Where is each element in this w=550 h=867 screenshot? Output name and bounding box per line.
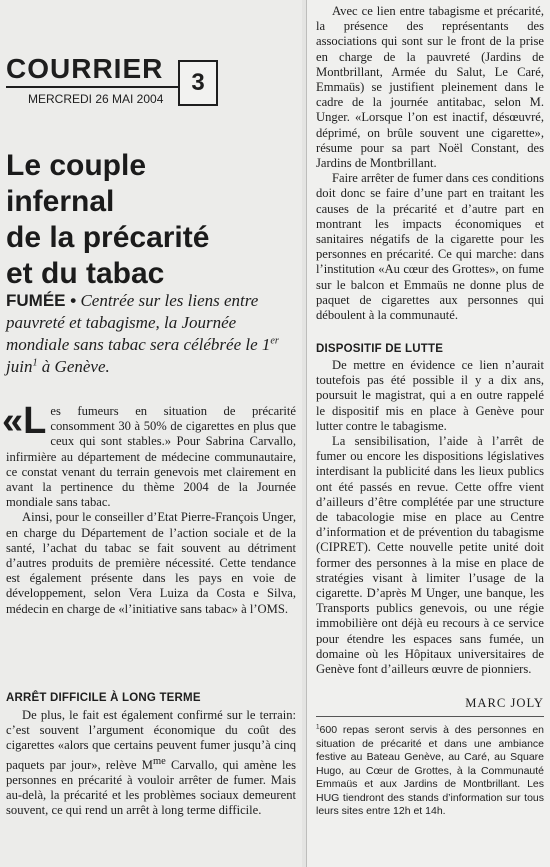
masthead-rule <box>6 86 178 88</box>
paragraph: Ainsi, pour le conseiller d’Etat Pierre-François Unger, en charge du Département de l’action sociale et de la santé, l’achat du tabac se fait souvent au détriment d’autres produits de première nécessité. Cette tendance est également présente dans les pays en voie de développement, selon Vera Luiza da Costa e Silva, médecin en charge de «l’initiative sans tabac» à l’OMS. <box>6 510 296 616</box>
article-body-left-section <box>6 708 296 819</box>
page-number: 3 <box>178 60 218 106</box>
footnote-rule <box>316 716 544 717</box>
section-heading: ARRÊT DIFFICILE À LONG TERME <box>6 692 201 704</box>
headline-line: de la précarité <box>6 221 210 254</box>
footnote-text: 600 repas seront servis à des personnes en situation de précarité et dans une ambiance festive au Bateau Genève, au Caré, au Square Hugo, au Cœur de Grottes, à la Communauté Emmaüs et aux Jardins de Montbrillant. Les HUG tiendront des stands d’information sur tous leurs sites entre 12h et 14h. <box>316 724 544 817</box>
drop-cap: «L <box>2 400 47 442</box>
lede-text-3: à Genève. <box>41 357 110 376</box>
lede-text: Centrée sur les liens entre pauvreté et tabagisme, la Journée mondiale sans tabac sera célébrée le 1 <box>6 291 271 354</box>
paragraph: La sensibilisation, l’aide à l’arrêt de fumer ou encore les dispositions législatives interdisant la publicité dans les lieux publics ont été passés en revue. Cette offre vient d’ailleurs d’être complétée par une structure de tabacologie mise en place au Centre d’information et de prévention du tabagisme (CIPRET). Cette nouvelle petite unité doit former des personnes à la mise en place de stratégies visant à limiter l’usage de la cigarette. D’après M Unger, une banque, les Transports publics genevois, ou une régie immobilière ont déjà eu recours à ce service pour étendre les espaces sans fumée, un domaine où les Hôpitaux universitaires de Genève font d’ailleurs œuvre de pionniers. <box>316 434 544 677</box>
article-body-left <box>2 400 296 617</box>
lede <box>6 290 296 378</box>
headline-line: et du tabac <box>6 257 165 290</box>
paragraph: De mettre en évidence ce lien n’aurait toutefois pas été possible il y a dix ans, poursuit le magistrat, qui a en outre rappelé le dispositif mis en place à Genève pour lutter contre le tabagisme. <box>316 358 544 433</box>
article-body-right-section <box>316 358 544 677</box>
footnote-marker: 1 <box>316 723 320 731</box>
paragraph: «L es fumeurs en situation de précarité consomment 30 à 50% de cigarettes en plus que ceux qui sont stables.» Pour Sabrina Carvallo, infirmière au département de médecine communautaire, ce constat venant du terrain genevois met clairement en avant la pertinence du thème 2004 de la Journée mondiale sans tabac. <box>2 400 296 510</box>
headline-line: Le couple <box>6 149 147 182</box>
paragraph: Faire arrêter de fumer dans ces conditions doit donc se faire d’une part en traitant les causes de la précarité et d’autre part en montrant les impacts économiques et sanitaires négatifs de la cigarette pour les personnes en précarité. Ce qui marche: dans l’institution «Au cœur des Grottes», on fume sur le balcon et Emmaüs ne donne plus de paquet de cigarettes aux personnes qui déboulent à la communauté. <box>316 171 544 323</box>
lede-superscript: er <box>270 335 279 347</box>
section-heading: DISPOSITIF DE LUTTE <box>316 343 444 355</box>
paragraph: Avec ce lien entre tabagisme et précarité, la présence des représentants des associations qui sont sur le front de la prise en charge de la pauvreté (Jardins de Montbrillant, Armée du Salut, Le Caré, Emmaüs) se justifient pleinement dans le cadre de la journée antitabac, selon M. Unger. «Lorsque l’on est inactif, désœuvré, déprimé, on brûle souvent une cigarette», résume pour sa part Noël Constant, des Jardins de Montbrillant. <box>316 4 544 171</box>
footnote-ref: 1 <box>32 357 38 369</box>
headline-line: infernal <box>6 185 115 218</box>
newspaper-title: COURRIER <box>6 53 164 84</box>
footnote <box>316 724 544 819</box>
lede-kicker: FUMÉE • <box>6 291 77 310</box>
article-body-right <box>316 4 544 323</box>
paragraph: De plus, le fait est également confirmé sur le terrain: c’est souvent l’argument économique du coût des cigarettes «alors que certains peuvent fumer jusqu’à cinq paquets par jour», relève $M^{me}$ Carvallo, qui amène les personnes en précarité à vouloir arrêter de fumer. Mais au-delà, la précarité et les problèmes sociaux demeurent souvent, ce qui rend un arrêt à long terme difficile. <box>6 708 296 818</box>
lede-text-2: juin <box>6 357 33 376</box>
author-signature: MARC JOLY <box>465 696 544 710</box>
headline <box>6 148 296 292</box>
publication-date: MERCREDI 26 MAI 2004 <box>28 92 164 106</box>
